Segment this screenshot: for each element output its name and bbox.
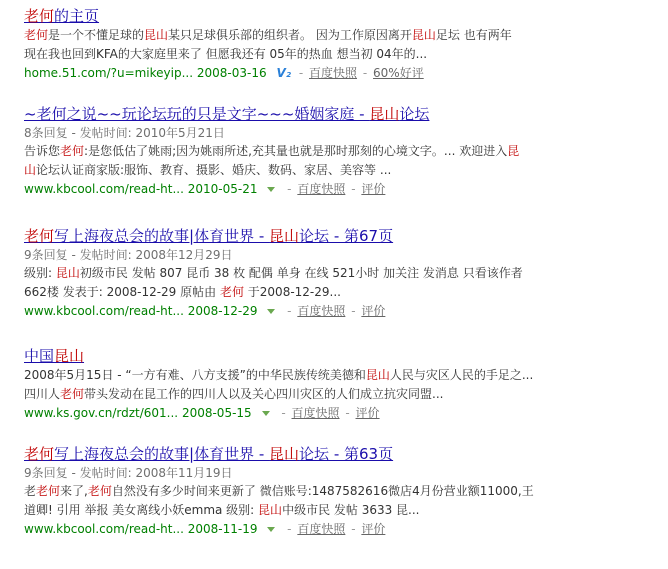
rating-link[interactable]: 评价 <box>361 304 386 318</box>
separator: - <box>351 522 356 536</box>
snippet-line <box>24 385 634 404</box>
separator: - <box>351 304 356 318</box>
separator: - <box>298 66 304 80</box>
highlight-term: 昆山 <box>365 368 390 382</box>
result-meta: 9条回复 - 发帖时间: 2008年12月29日 <box>24 248 233 262</box>
result-url-row <box>24 404 634 423</box>
text-run: 现在我也回到KFA的大家庭里来了 但愿我还有 05年的热血 想当初 04年的... <box>24 47 428 61</box>
dropdown-caret-icon[interactable] <box>262 411 270 416</box>
result-date: 2008-05-15 <box>181 406 252 420</box>
result-date: 2008-03-16 <box>196 66 267 80</box>
highlight-term: 老何 <box>60 144 85 158</box>
snippet-line <box>24 45 634 64</box>
text-run: 某只足球俱乐部的组织者。 因为工作原因离开 <box>168 28 412 42</box>
result-date: 2008-12-29 <box>187 304 258 318</box>
text-run: 道卿! 引用 举报 美女离线小妖emma 级别: <box>24 503 259 517</box>
snippet-line <box>24 26 634 45</box>
result-meta: 8条回复 - 发帖时间: 2010年5月21日 <box>24 126 225 140</box>
snippet-line <box>24 161 634 180</box>
result-url: www.kbcool.com/read-ht... <box>24 304 184 318</box>
highlight-term: 老何 <box>36 484 61 498</box>
result-snippet <box>24 142 634 180</box>
text-run: 写上海夜总会的故事|体育世界 - <box>54 445 270 463</box>
text-run: 带头发动在昆工作的四川人以及关心四川灾区的人们成立抗灾同盟... <box>84 387 444 401</box>
text-run: 自然没有多少时间来更新了 微信账号:1487582616微店4月份营业额11000,王 <box>111 484 534 498</box>
v2-badge-icon[interactable]: V₂ <box>276 66 291 80</box>
text-run: 论坛 - 第63页 <box>299 445 394 463</box>
highlight-term: 老何 <box>219 285 244 299</box>
search-result <box>24 6 634 83</box>
highlight-term: 昆山 <box>54 347 85 365</box>
separator: - <box>345 406 350 420</box>
snippet-line <box>24 482 634 501</box>
cache-link[interactable]: 百度快照 <box>297 182 346 196</box>
separator: - <box>362 66 368 80</box>
search-result <box>24 226 634 321</box>
result-title-link[interactable] <box>24 346 634 366</box>
result-title-link[interactable] <box>24 104 634 124</box>
text-run: 足坛 也有两年 <box>435 28 512 42</box>
highlight-term: 老何 <box>24 227 55 245</box>
cache-link[interactable]: 百度快照 <box>291 406 340 420</box>
result-title-link[interactable] <box>24 226 634 246</box>
separator: - <box>281 406 286 420</box>
highlight-term: 昆山 <box>258 503 283 517</box>
highlight-term: 昆山 <box>269 227 300 245</box>
result-meta: 9条回复 - 发帖时间: 2008年11月19日 <box>24 466 233 480</box>
text-run: 告诉您 <box>24 144 61 158</box>
result-url-row <box>24 180 634 199</box>
dropdown-caret-icon[interactable] <box>267 187 275 192</box>
highlight-term: 老何 <box>87 484 112 498</box>
highlight-term: 老何 <box>60 387 85 401</box>
text-run: 论坛 <box>399 105 430 123</box>
separator: - <box>287 522 292 536</box>
separator: - <box>351 182 356 196</box>
rating-link[interactable]: 评价 <box>355 406 380 420</box>
rating-link[interactable]: 60%好评 <box>373 66 424 80</box>
result-url: home.51.com/?u=mikeyip... <box>24 66 194 80</box>
text-run: 2008年5月15日 - “一方有难、八方支援”的中华民族传统美德和 <box>24 368 366 382</box>
search-result <box>24 444 634 539</box>
result-url: www.kbcool.com/read-ht... <box>24 522 184 536</box>
highlight-term: 昆山 <box>144 28 169 42</box>
dropdown-caret-icon[interactable] <box>267 309 275 314</box>
result-url-row <box>24 64 634 83</box>
result-title-link[interactable] <box>24 444 634 464</box>
result-url: www.kbcool.com/read-ht... <box>24 182 184 196</box>
highlight-term: 昆山 <box>369 105 400 123</box>
rating-link[interactable]: 评价 <box>361 522 386 536</box>
text-run: 级别: <box>24 266 56 280</box>
text-run: 中级市民 发帖 3633 昆... <box>282 503 420 517</box>
text-run: 写上海夜总会的故事|体育世界 - <box>54 227 270 245</box>
cache-link[interactable]: 百度快照 <box>309 66 358 80</box>
text-run: ~老何之说~~玩论坛玩的只是文字~~~婚姻家庭 - <box>24 105 370 123</box>
snippet-line <box>24 283 634 302</box>
highlight-term: 昆山 <box>411 28 436 42</box>
highlight-term: 山 <box>24 163 37 177</box>
text-run: 老 <box>24 484 37 498</box>
result-url-row <box>24 302 634 321</box>
search-result <box>24 104 634 199</box>
result-snippet <box>24 26 634 64</box>
result-title-link[interactable] <box>24 6 634 26</box>
separator: - <box>287 182 292 196</box>
result-url-row <box>24 520 634 539</box>
text-run: :是您低估了姚雨;因为姚雨所述,充其量也就是那时那刻的心境文字。... 欢迎进入 <box>84 144 508 158</box>
highlight-term: 老何 <box>24 28 49 42</box>
highlight-term: 昆山 <box>55 266 80 280</box>
cache-link[interactable]: 百度快照 <box>297 522 346 536</box>
text-run: 于2008-12-29... <box>243 285 341 299</box>
text-run: 论坛 - 第67页 <box>299 227 394 245</box>
search-result <box>24 346 634 423</box>
dropdown-caret-icon[interactable] <box>267 527 275 532</box>
text-run: 论坛认证商家版:服饰、教育、摄影、婚庆、数码、家居、美容等 ... <box>36 163 392 177</box>
snippet-line <box>24 142 634 161</box>
highlight-term: 老何 <box>24 445 55 463</box>
highlight-term: 昆 <box>507 144 520 158</box>
text-run: 的主页 <box>54 7 100 25</box>
text-run: 四川人 <box>24 387 61 401</box>
snippet-line <box>24 366 634 385</box>
cache-link[interactable]: 百度快照 <box>297 304 346 318</box>
highlight-term: 老何 <box>24 7 55 25</box>
result-url: www.ks.gov.cn/rdzt/601... <box>24 406 179 420</box>
highlight-term: 昆山 <box>269 445 300 463</box>
result-date: 2008-11-19 <box>187 522 258 536</box>
result-date: 2010-05-21 <box>187 182 258 196</box>
result-snippet <box>24 482 634 520</box>
rating-link[interactable]: 评价 <box>361 182 386 196</box>
text-run: 人民与灾区人民的手足之... <box>389 368 534 382</box>
snippet-line <box>24 264 634 283</box>
text-run: 来了, <box>60 484 88 498</box>
text-run: 是一个不懂足球的 <box>48 28 145 42</box>
text-run: 662楼 发表于: 2008-12-29 原帖由 <box>24 285 220 299</box>
text-run: 中国 <box>24 347 55 365</box>
text-run: 初级市民 发帖 807 昆币 38 枚 配偶 单身 在线 521小时 加关注 发消息 只看该作者 <box>79 266 523 280</box>
snippet-line <box>24 501 634 520</box>
separator: - <box>287 304 292 318</box>
result-snippet <box>24 366 634 404</box>
result-snippet <box>24 264 634 302</box>
